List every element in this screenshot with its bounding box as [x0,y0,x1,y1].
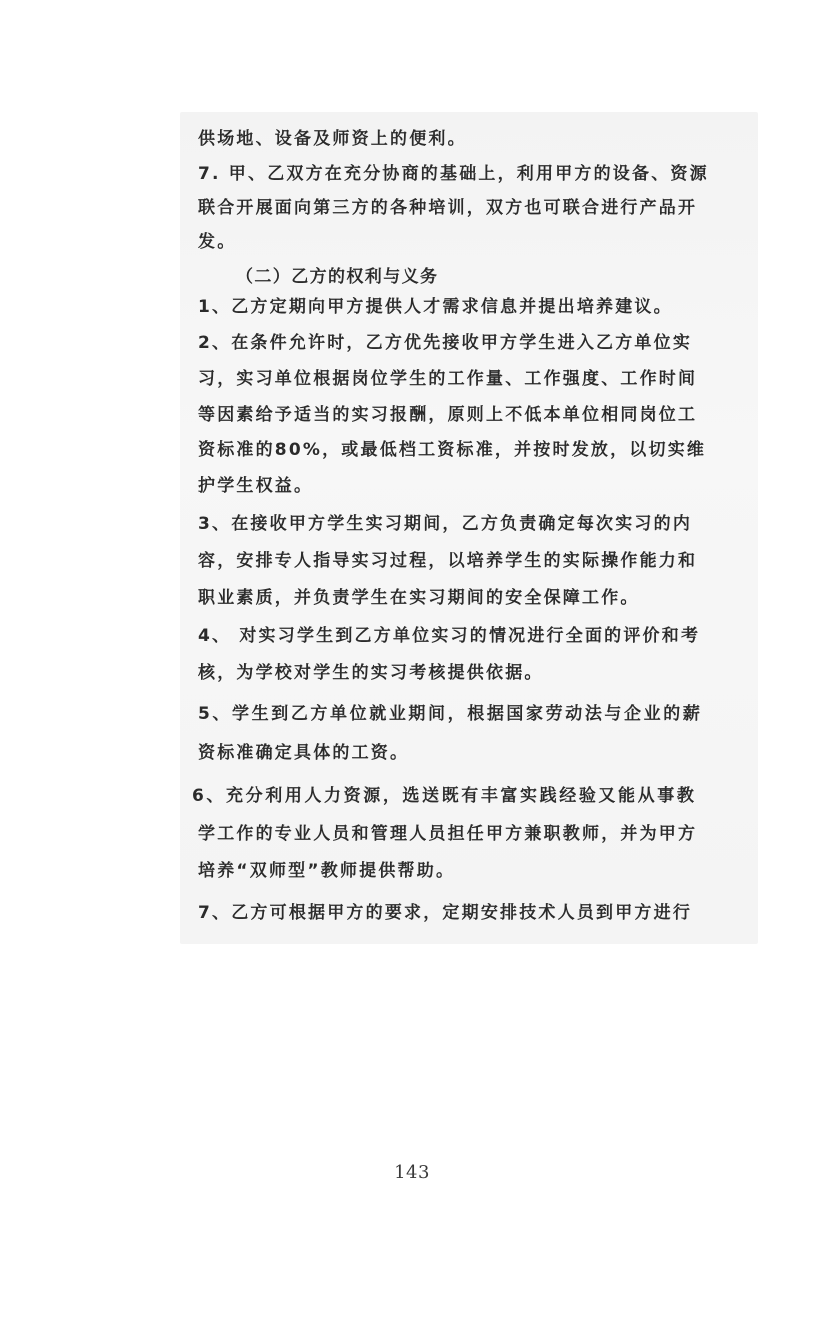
item-7-line-1: 7、乙方可根据甲方的要求，定期安排技术人员到甲方进行 [198,903,693,923]
item-2-line-4: 资标准的80%，或最低档工资标准，并按时发放，以切实维 [198,440,707,460]
body-line-1: 供场地、设备及师资上的便利。 [198,129,467,149]
clause-7-line-1: 7. 甲、乙双方在充分协商的基础上，利用甲方的设备、资源 [198,164,709,184]
item-3-line-3: 职业素质，并负责学生在实习期间的安全保障工作。 [198,588,640,608]
item-2-line-2: 习，实习单位根据岗位学生的工作量、工作强度、工作时间 [198,369,698,389]
item-4-line-1: 4、 对实习学生到乙方单位实习的情况进行全面的评价和考 [198,626,701,646]
item-5-line-1: 5、学生到乙方单位就业期间，根据国家劳动法与企业的薪 [198,704,703,724]
section-heading: （二）乙方的权利与义务 [236,267,439,287]
clause-7-line-3: 发。 [198,232,237,252]
page-number: 143 [394,1162,430,1183]
item-2-line-3: 等因素给予适当的实习报酬，原则上不低本单位相同岗位工 [198,405,698,425]
item-6-line-2: 学工作的专业人员和管理人员担任甲方兼职教师，并为甲方 [198,824,698,844]
item-5-line-2: 资标准确定具体的工资。 [198,743,410,763]
item-2-line-1: 2、在条件允许时，乙方优先接收甲方学生进入乙方单位实 [198,333,693,353]
clause-7-line-2: 联合开展面向第三方的各种培训，双方也可联合进行产品开 [198,198,698,218]
item-4-line-2: 核，为学校对学生的实习考核提供依据。 [198,663,544,683]
item-3-line-1: 3、在接收甲方学生实习期间，乙方负责确定每次实习的内 [198,514,693,534]
item-3-line-2: 容，安排专人指导实习过程，以培养学生的实际操作能力和 [198,551,698,571]
item-2-line-5: 护学生权益。 [198,476,314,496]
item-1-line-1: 1、乙方定期向甲方提供人才需求信息并提出培养建议。 [198,297,673,317]
item-6-line-1: 6、充分利用人力资源，选送既有丰富实践经验又能从事教 [192,786,697,806]
item-6-line-3: 培养“双师型”教师提供帮助。 [198,861,456,881]
